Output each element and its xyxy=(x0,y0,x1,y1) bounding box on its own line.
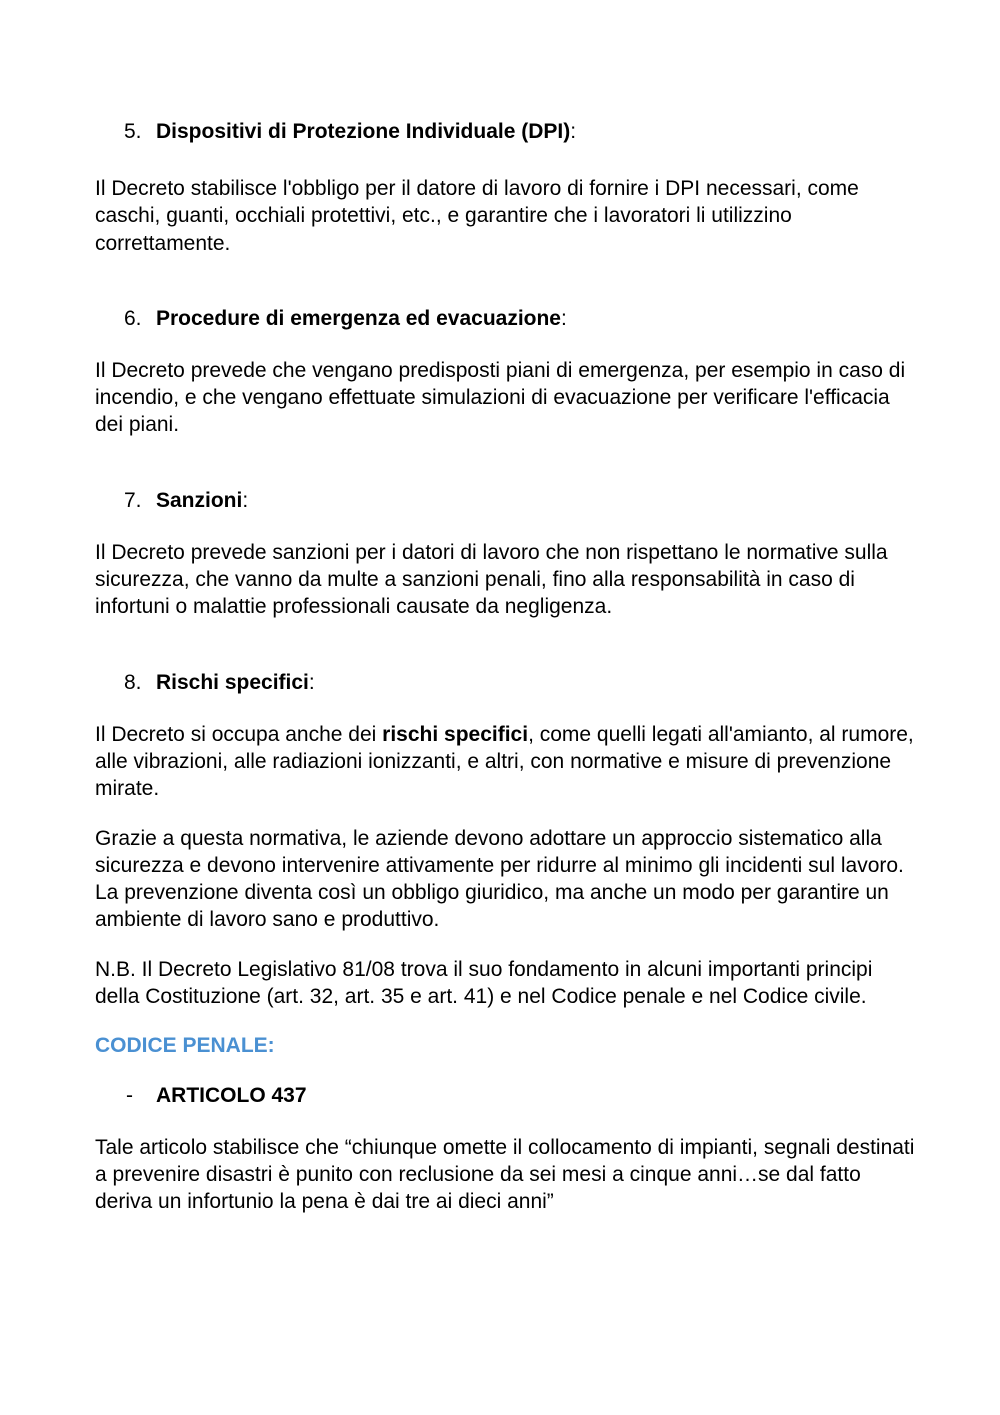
list-heading-title: Procedure di emergenza ed evacuazione xyxy=(156,306,561,330)
list-heading-title: Dispositivi di Protezione Individuale (DPI) xyxy=(156,120,571,143)
list-heading-8 xyxy=(95,669,915,696)
rischi-text-before: Il Decreto si occupa anche dei xyxy=(95,722,383,746)
list-heading-title: Sanzioni xyxy=(156,488,243,512)
list-heading-6 xyxy=(95,305,915,332)
list-number: 5. xyxy=(124,120,142,143)
article-heading xyxy=(95,1082,915,1109)
list-heading-5 xyxy=(95,118,915,145)
paragraph-rischi xyxy=(95,721,915,803)
list-heading-suffix: : xyxy=(242,488,249,512)
list-number: 6. xyxy=(124,306,142,330)
list-number: 7. xyxy=(124,488,142,512)
paragraph-articolo-437: Tale articolo stabilisce che “chiunque omette il collocamento di impianti, segnali destinati a prevenire disastri è punito con reclusione da sei mesi a cinque anni…se dal fatto deriva un infortunio la pena è dai tre ai dieci anni” xyxy=(95,1135,915,1214)
paragraph-nb: N.B. Il Decreto Legislativo 81/08 trova il suo fondamento in alcuni importanti principi della Costituzione (art. 32, art. 35 e art. 41) e nel Codice penale e nel Codice civile. xyxy=(95,957,873,1009)
rischi-text-after: , come quelli legati all'amianto, al rumore, alle vibrazioni, alle radiazioni ionizzanti, e altri, con normative e misure di prevenzione mirate. xyxy=(95,722,914,801)
document-page xyxy=(95,118,915,1216)
paragraph-sanzioni: Il Decreto prevede sanzioni per i datori di lavoro che non rispettano le normative sulla sicurezza, che vanno da multe a sanzioni penali, fino alla responsabilità in caso di infortuni o malattie professionali causate da negligenza. xyxy=(95,540,888,619)
paragraph-grazie: Grazie a questa normativa, le aziende devono adottare un approccio sistematico alla sicurezza e devono intervenire attivamente per ridurre al minimo gli incidenti sul lavoro. La prevenzione diventa così un obbligo giuridico, ma anche un modo per garantire un ambiente di lavoro sano e produttivo. xyxy=(95,826,904,932)
article-title: ARTICOLO 437 xyxy=(156,1083,307,1107)
list-heading-title: Rischi specifici xyxy=(156,670,309,694)
paragraph-emergenza: Il Decreto prevede che vengano predisposti piani di emergenza, per esempio in caso di incendio, e che vengano effettuate simulazioni di evacuazione per verificare l'efficacia dei piani. xyxy=(95,358,906,437)
list-heading-7 xyxy=(95,487,915,514)
list-number: 8. xyxy=(124,670,142,694)
list-heading-suffix: : xyxy=(570,120,577,143)
rischi-text-bold: rischi specifici xyxy=(382,722,529,746)
paragraph-dpi: Il Decreto stabilisce l'obbligo per il datore di lavoro di fornire i DPI necessari, come caschi, guanti, occhiali protettivi, etc., e garantire che i lavoratori li utilizzino correttamente. xyxy=(95,177,859,255)
list-heading-suffix: : xyxy=(308,670,315,694)
section-title-codice-penale: CODICE PENALE: xyxy=(95,1034,275,1058)
list-heading-suffix: : xyxy=(561,306,567,330)
bullet-dash: - xyxy=(126,1083,133,1107)
